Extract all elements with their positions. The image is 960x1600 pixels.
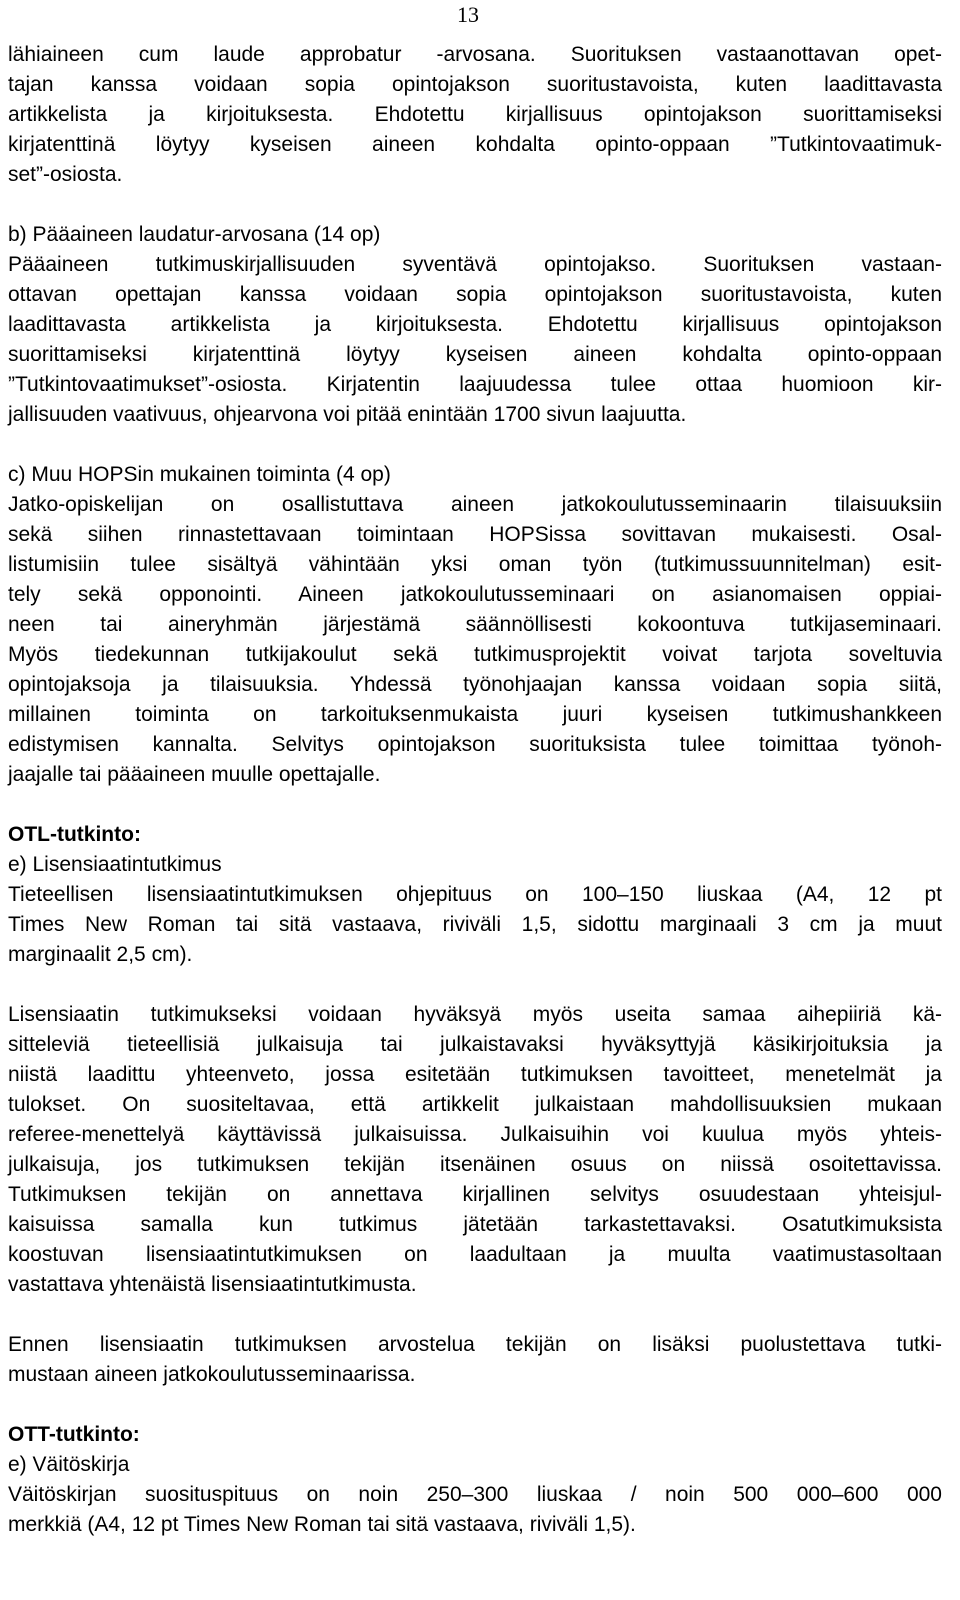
section-title: OTL-tutkinto: (8, 823, 141, 846)
text-line: listumisiin tulee sisältyä vähintään yksi oman työn (tutkimussuunnitelman) esit- (8, 553, 942, 576)
text-line: jaajalle tai pääaineen muulle opettajalle. (8, 763, 381, 786)
text-line: merkkiä (A4, 12 pt Times New Roman tai sitä vastaava, riviväli 1,5). (8, 1513, 636, 1536)
text-line: jallisuuden vaativuus, ohjearvona voi pitää enintään 1700 sivun laajuutta. (8, 403, 687, 426)
text-line: vastattava yhtenäistä lisensiaatintutkimusta. (8, 1273, 417, 1296)
text-line: ”Tutkintovaatimukset”-osiosta. Kirjatentin laajuudessa tulee ottaa huomioon kir- (8, 373, 942, 396)
text-line: lähiaineen cum laude approbatur -arvosana. Suorituksen vastaanottavan opet- (8, 43, 942, 66)
text-line: suorittamiseksi kirjatenttinä löytyy kyseisen aineen kohdalta opinto-oppaan (8, 343, 942, 366)
text-line: Myös tiedekunnan tutkijakoulut sekä tutkimusprojektit voivat tarjota soveltuvia (8, 643, 942, 666)
text-line: Ennen lisensiaatin tutkimuksen arvostelua tekijän on lisäksi puolustettava tutki- (8, 1333, 942, 1356)
text-line: set”-osiosta. (8, 163, 123, 186)
text-line: koostuvan lisensiaatintutkimuksen on laadultaan ja muulta vaatimustasoltaan (8, 1243, 942, 1266)
section-heading: e) Väitöskirja (8, 1453, 130, 1476)
text-line: sitteleviä tieteellisiä julkaisuja tai julkaistavaksi hyväksyttyjä käsikirjoituksia ja (8, 1033, 942, 1056)
text-line: Väitöskirjan suosituspituus on noin 250–300 liuskaa / noin 500 000–600 000 (8, 1483, 942, 1506)
text-line: marginaalit 2,5 cm). (8, 943, 193, 966)
text-line: mustaan aineen jatkokoulutusseminaarissa. (8, 1363, 416, 1386)
text-line: laadittavasta artikkelista ja kirjoituksesta. Ehdotettu kirjallisuus opintojakson (8, 313, 942, 336)
section-ott (8, 1420, 942, 1540)
text-line: Jatko-opiskelijan on osallistuttava aineen jatkokoulutusseminaarin tilaisuuksiin (8, 493, 942, 516)
text-line: niistä laadittu yhteenveto, jossa esitetään tutkimuksen tavoitteet, menetelmät ja (8, 1063, 942, 1086)
text-line: referee-menettelyä käyttävissä julkaisuissa. Julkaisuihin voi kuulua myös yhteis- (8, 1123, 942, 1146)
text-line: opintojaksoja ja tilaisuuksia. Yhdessä työnohjaajan kanssa voidaan sopia siitä, (8, 673, 942, 696)
section-otl (8, 820, 942, 970)
text-line: kaisuissa samalla kun tutkimus jätetään tarkastettavaksi. Osatutkimuksista (8, 1213, 942, 1236)
section-heading: c) Muu HOPSin mukainen toiminta (4 op) (8, 463, 391, 486)
text-line: artikkelista ja kirjoituksesta. Ehdotettu kirjallisuus opintojakson suorittamiseksi (8, 103, 942, 126)
text-line: Pääaineen tutkimuskirjallisuuden syventävä opintojakso. Suorituksen vastaan- (8, 253, 942, 276)
text-line: millainen toiminta on tarkoituksenmukaista juuri kyseisen tutkimushankkeen (8, 703, 942, 726)
text-line: tajan kanssa voidaan sopia opintojakson suoritustavoista, kuten laadittavasta (8, 73, 942, 96)
section-b (8, 220, 942, 430)
document-body (8, 40, 942, 1540)
text-line: tely sekä opponointi. Aineen jatkokoulutusseminaari on asianomaisen oppiai- (8, 583, 942, 606)
section-c (8, 460, 942, 790)
paragraph-otl-2 (8, 1000, 942, 1300)
section-title: OTT-tutkinto: (8, 1423, 140, 1446)
section-heading: b) Pääaineen laudatur-arvosana (14 op) (8, 223, 381, 246)
page-number: 13 (457, 2, 479, 27)
text-line: Lisensiaatin tutkimukseksi voidaan hyväksyä myös useita samaa aihepiiriä kä- (8, 1003, 942, 1026)
paragraph-intro (8, 40, 942, 190)
text-line: neen tai aineryhmän järjestämä säännöllisesti kokoontuva tutkijaseminaari. (8, 613, 942, 636)
text-line: Tieteellisen lisensiaatintutkimuksen ohjepituus on 100–150 liuskaa (A4, 12 pt (8, 883, 942, 906)
text-line: Tutkimuksen tekijän on annettava kirjallinen selvitys osuudestaan yhteisjul- (8, 1183, 942, 1206)
text-line: tulokset. On suositeltavaa, että artikkelit julkaistaan mahdollisuuksien mukaan (8, 1093, 942, 1116)
section-heading: e) Lisensiaatintutkimus (8, 853, 222, 876)
text-line: sekä siihen rinnastettavaan toimintaan HOPSissa sovittavan mukaisesti. Osal- (8, 523, 942, 546)
text-line: edistymisen kannalta. Selvitys opintojakson suorituksista tulee toimittaa työnoh- (8, 733, 942, 756)
text-line: ottavan opettajan kanssa voidaan sopia opintojakson suoritustavoista, kuten (8, 283, 942, 306)
text-line: julkaisuja, jos tutkimuksen tekijän itsenäinen osuus on niissä osoitettavissa. (8, 1153, 942, 1176)
paragraph-otl-3 (8, 1330, 942, 1390)
text-line: kirjatenttinä löytyy kyseisen aineen kohdalta opinto-oppaan ”Tutkintovaatimuk- (8, 133, 942, 156)
text-line: Times New Roman tai sitä vastaava, riviväli 1,5, sidottu marginaali 3 cm ja muut (8, 913, 942, 936)
